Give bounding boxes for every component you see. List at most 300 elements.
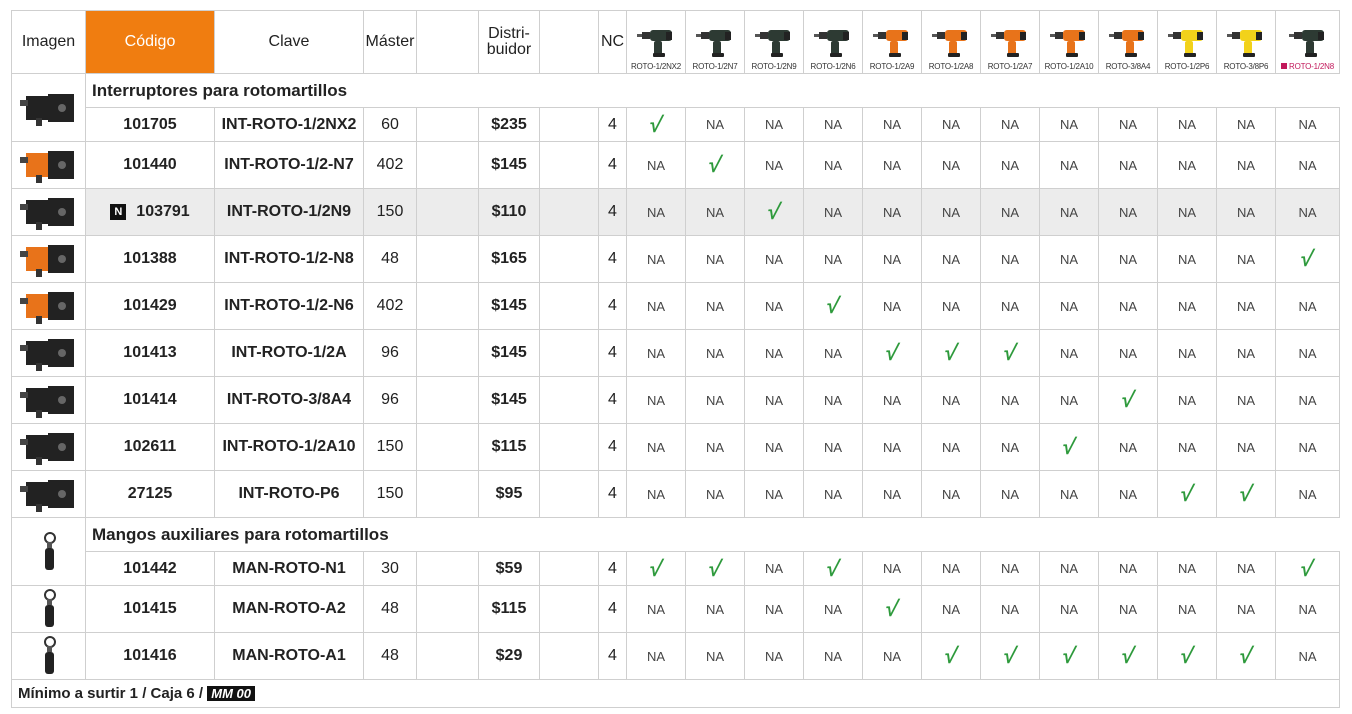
compat-check [1040,633,1099,680]
compat-na: NA [627,471,686,518]
compat-na: NA [863,633,922,680]
compat-check [922,330,981,377]
compat-na: NA [922,424,981,471]
switch-part-icon [18,145,80,185]
nc-cell: 4 [599,633,627,680]
empty-cell [540,189,599,236]
codigo-text: 101414 [123,391,177,408]
model-label-text: ROTO-1/2P6 [1164,62,1210,71]
distribuidor-price: $145 [479,377,540,424]
codigo-cell [86,236,215,283]
check-icon: √ [1178,643,1196,668]
distribuidor-price: $235 [479,108,540,142]
compat-na: NA [922,236,981,283]
codigo-cell [86,552,215,586]
compat-na: NA [745,236,804,283]
check-icon: √ [1060,643,1078,668]
switch-part-icon [18,286,80,326]
compat-na: NA [627,189,686,236]
compat-na: NA [686,471,745,518]
empty-cell [417,471,479,518]
table-row [12,424,1340,471]
compat-na: NA [981,586,1040,633]
product-image [12,236,86,283]
header-distribuidor [479,11,540,74]
compat-na: NA [1158,330,1217,377]
check-icon: √ [942,643,960,668]
distribuidor-price: $59 [479,552,540,586]
codigo-text: 101416 [123,647,177,664]
compat-na: NA [1217,552,1276,586]
empty-cell [540,633,599,680]
compat-na: NA [1217,424,1276,471]
product-image [12,142,86,189]
clave-cell: INT-ROTO-1/2N9 [215,189,364,236]
clave-cell: INT-ROTO-1/2NX2 [215,108,364,142]
codigo-text: 101442 [123,559,177,577]
compat-na: NA [745,586,804,633]
compat-na: NA [1276,377,1340,424]
compat-na: NA [745,283,804,330]
product-image [12,330,86,377]
nc-cell: 4 [599,377,627,424]
compat-na: NA [1158,586,1217,633]
codigo-text: 101429 [123,297,177,314]
model-label [981,62,1039,71]
check-icon: √ [647,555,665,581]
check-icon: √ [824,555,842,581]
distribuidor-price: $110 [479,189,540,236]
footer-note [12,680,1340,708]
compat-na: NA [981,552,1040,586]
clave-cell: INT-ROTO-1/2A [215,330,364,377]
compat-na: NA [686,189,745,236]
compat-na: NA [745,142,804,189]
compat-na: NA [1276,108,1340,142]
header-model-0 [627,11,686,74]
nc-cell: 4 [599,189,627,236]
compat-na: NA [1276,189,1340,236]
compat-na: NA [745,424,804,471]
compat-na: NA [981,236,1040,283]
distribuidor-price: $165 [479,236,540,283]
switch-part-icon [18,427,80,467]
compat-na: NA [804,330,863,377]
compat-na: NA [1158,236,1217,283]
nc-cell: 4 [599,142,627,189]
compat-na: NA [745,471,804,518]
compat-na: NA [981,189,1040,236]
hammer-drill-icon [872,26,912,58]
codigo-text: 103791 [136,203,190,220]
compat-na: NA [1276,586,1340,633]
codigo-text: 101413 [123,344,177,361]
compat-na: NA [1217,330,1276,377]
compat-na: NA [804,142,863,189]
master-cell: 402 [364,142,417,189]
compat-na: NA [981,424,1040,471]
compat-na: NA [1099,283,1158,330]
header-model-1 [686,11,745,74]
compat-na: NA [1158,108,1217,142]
empty-cell [417,552,479,586]
header-nc: NC [599,11,627,74]
compat-na: NA [981,142,1040,189]
model-label-text: ROTO-3/8A4 [1105,62,1151,71]
codigo-cell [86,189,215,236]
compat-na: NA [1276,633,1340,680]
codigo-cell [86,108,215,142]
compat-na: NA [627,142,686,189]
compat-na: NA [1040,330,1099,377]
master-cell: 48 [364,586,417,633]
model-label-text: ROTO-1/2A9 [869,62,915,71]
clave-cell: MAN-ROTO-A2 [215,586,364,633]
compat-na: NA [922,471,981,518]
compat-na: NA [627,236,686,283]
empty-cell [417,633,479,680]
model-label [745,62,803,71]
hammer-drill-icon [754,26,794,58]
header-distribuidor-line1: Distri- [488,25,530,42]
compat-check [627,108,686,142]
compat-na: NA [1276,283,1340,330]
new-marker-icon [1281,63,1287,69]
compat-na: NA [804,633,863,680]
compat-na: NA [1158,377,1217,424]
table-row [12,236,1340,283]
table-row [12,142,1340,189]
codigo-cell [86,471,215,518]
compat-check [1040,424,1099,471]
nc-cell: 4 [599,236,627,283]
model-label-text: ROTO-1/2N9 [751,62,797,71]
distribuidor-price: $145 [479,330,540,377]
clave-cell: INT-ROTO-1/2A10 [215,424,364,471]
empty-cell [540,471,599,518]
table-row [12,633,1340,680]
compat-na: NA [922,142,981,189]
empty-cell [540,236,599,283]
hammer-drill-icon [1049,26,1089,58]
empty-cell [540,552,599,586]
codigo-cell [86,283,215,330]
compat-na: NA [1040,377,1099,424]
compat-na: NA [1040,471,1099,518]
check-icon: √ [824,293,842,318]
product-image [12,189,86,236]
compat-na: NA [1276,424,1340,471]
model-label [804,62,862,71]
compat-na: NA [981,471,1040,518]
codigo-text: 101705 [123,115,177,133]
compat-check [686,552,745,586]
compat-na: NA [745,633,804,680]
check-icon: √ [765,199,783,224]
compat-check [1158,471,1217,518]
clave-cell: INT-ROTO-1/2-N8 [215,236,364,283]
clave-cell: INT-ROTO-1/2-N6 [215,283,364,330]
compat-na: NA [686,283,745,330]
empty-cell [417,142,479,189]
header-model-8 [1099,11,1158,74]
compat-na: NA [1099,586,1158,633]
compat-na: NA [1099,330,1158,377]
clave-cell: INT-ROTO-1/2-N7 [215,142,364,189]
product-image [12,518,86,586]
compat-na: NA [1040,189,1099,236]
compat-na: NA [804,586,863,633]
check-icon: √ [1298,246,1317,271]
product-image [12,74,86,142]
compat-na: NA [863,377,922,424]
empty-cell [417,330,479,377]
empty-cell [417,586,479,633]
model-label-text: ROTO-3/8P6 [1223,62,1269,71]
distribuidor-price: $145 [479,142,540,189]
empty-cell [540,283,599,330]
compat-na: NA [863,236,922,283]
compat-na: NA [627,377,686,424]
compat-na: NA [1040,142,1099,189]
header-codigo: Código [86,11,215,74]
distribuidor-price: $29 [479,633,540,680]
master-cell: 402 [364,283,417,330]
section-header-row [12,74,1340,108]
compat-na: NA [804,424,863,471]
header-empty-1 [417,11,479,74]
header-model-6 [981,11,1040,74]
hammer-drill-icon [931,26,971,58]
distribuidor-price: $115 [479,424,540,471]
check-icon: √ [1119,387,1137,412]
master-cell: 150 [364,471,417,518]
compat-na: NA [1099,424,1158,471]
section-header-row [12,518,1340,552]
empty-cell [417,108,479,142]
compat-na: NA [627,283,686,330]
header-clave: Clave [215,11,364,74]
compat-na: NA [686,424,745,471]
header-model-11 [1276,11,1340,74]
codigo-text: 27125 [127,485,173,502]
compat-na: NA [981,377,1040,424]
codigo-text: 102611 [123,438,177,455]
compat-na: NA [922,377,981,424]
compat-na: NA [804,377,863,424]
compat-na: NA [804,189,863,236]
table-row [12,471,1340,518]
compat-na: NA [922,586,981,633]
compat-na: NA [627,424,686,471]
empty-cell [540,330,599,377]
clave-cell: INT-ROTO-3/8A4 [215,377,364,424]
compat-na: NA [1099,236,1158,283]
compat-na: NA [1040,552,1099,586]
compat-check [1276,552,1340,586]
model-label [863,62,921,71]
compat-check [981,633,1040,680]
compat-na: NA [1217,142,1276,189]
empty-cell [417,377,479,424]
compat-na: NA [922,283,981,330]
codigo-text: 101388 [123,250,177,267]
compat-na: NA [1099,142,1158,189]
section-title: Mangos auxiliares para rotomartillos [86,518,1340,552]
compat-na: NA [745,330,804,377]
compat-check [922,633,981,680]
hammer-drill-icon [990,26,1030,58]
compat-check [1099,377,1158,424]
codigo-cell [86,377,215,424]
check-icon: √ [1178,481,1196,506]
product-image [12,377,86,424]
compat-check [804,283,863,330]
compat-check [745,189,804,236]
product-image [12,586,86,633]
model-label [627,62,685,71]
master-cell: 60 [364,108,417,142]
compat-na: NA [1158,142,1217,189]
empty-cell [417,236,479,283]
compat-check [1099,633,1158,680]
nc-cell: 4 [599,471,627,518]
compat-na: NA [981,108,1040,142]
compat-na: NA [922,552,981,586]
compat-na: NA [686,586,745,633]
compat-na: NA [1099,552,1158,586]
check-icon: √ [942,340,960,365]
compat-na: NA [1217,108,1276,142]
compat-na: NA [627,633,686,680]
nc-cell: 4 [599,586,627,633]
model-label-text: ROTO-1/2N7 [692,62,738,71]
compat-na: NA [1276,142,1340,189]
model-label [1276,62,1339,71]
codigo-cell [86,586,215,633]
compat-na: NA [863,424,922,471]
hammer-drill-icon [636,26,676,58]
header-master: Máster [364,11,417,74]
empty-cell [540,424,599,471]
empty-cell [417,424,479,471]
hammer-drill-icon [1288,26,1328,58]
compat-na: NA [1217,189,1276,236]
model-label [1158,62,1216,71]
compat-na: NA [745,552,804,586]
compat-na: NA [686,108,745,142]
master-cell: 96 [364,377,417,424]
compat-na: NA [863,283,922,330]
compat-na: NA [804,471,863,518]
model-label-text: ROTO-1/2NX2 [630,62,682,71]
empty-cell [540,586,599,633]
compat-check [804,552,863,586]
new-badge: N [110,204,126,220]
compat-na: NA [1099,471,1158,518]
switch-part-icon [18,380,80,420]
compat-na: NA [627,586,686,633]
switch-part-icon [18,474,80,514]
check-icon: √ [706,152,724,177]
table-row [12,283,1340,330]
compat-na: NA [1040,108,1099,142]
hammer-drill-icon [813,26,853,58]
check-icon: √ [1001,643,1019,668]
header-imagen: Imagen [12,11,86,74]
compat-na: NA [863,108,922,142]
header-row [12,11,1340,74]
compat-na: NA [1099,108,1158,142]
switch-part-icon [18,192,80,232]
master-cell: 150 [364,189,417,236]
compat-na: NA [745,108,804,142]
check-icon: √ [1060,434,1078,459]
compat-na: NA [686,236,745,283]
empty-cell [540,108,599,142]
product-image [12,424,86,471]
check-icon: √ [1298,555,1317,581]
codigo-text: 101440 [123,156,177,173]
compat-na: NA [1217,236,1276,283]
check-icon: √ [1119,643,1137,668]
compat-na: NA [1276,330,1340,377]
compat-na: NA [804,108,863,142]
header-empty-2 [540,11,599,74]
compat-check [1158,633,1217,680]
header-model-9 [1158,11,1217,74]
check-icon: √ [883,596,901,621]
header-distribuidor-line2: buidor [486,41,532,58]
compat-na: NA [1099,189,1158,236]
compat-na: NA [863,142,922,189]
codigo-cell [86,424,215,471]
compat-na: NA [1158,424,1217,471]
product-image [12,471,86,518]
hammer-drill-icon [1226,26,1266,58]
check-icon: √ [706,555,724,581]
distribuidor-price: $95 [479,471,540,518]
compat-check [686,142,745,189]
master-cell: 96 [364,330,417,377]
switch-part-icon [18,333,80,373]
header-model-10 [1217,11,1276,74]
compat-na: NA [1040,236,1099,283]
master-cell: 48 [364,633,417,680]
section-title: Interruptores para rotomartillos [86,74,1340,108]
codigo-text: 101415 [123,600,177,617]
model-label [1217,62,1275,71]
empty-cell [540,377,599,424]
model-label-text: ROTO-1/2A10 [1044,62,1094,71]
master-cell: 48 [364,236,417,283]
compat-na: NA [863,471,922,518]
model-label [1099,62,1157,71]
compat-na: NA [1158,189,1217,236]
header-model-4 [863,11,922,74]
distribuidor-price: $145 [479,283,540,330]
compat-na: NA [1276,471,1340,518]
check-icon: √ [1237,643,1255,668]
compat-na: NA [863,189,922,236]
model-label-text: ROTO-1/2A7 [987,62,1033,71]
check-icon: √ [883,340,901,365]
codigo-cell [86,142,215,189]
compat-check [863,586,922,633]
table-row [12,189,1340,236]
clave-cell: MAN-ROTO-N1 [215,552,364,586]
nc-cell: 4 [599,283,627,330]
